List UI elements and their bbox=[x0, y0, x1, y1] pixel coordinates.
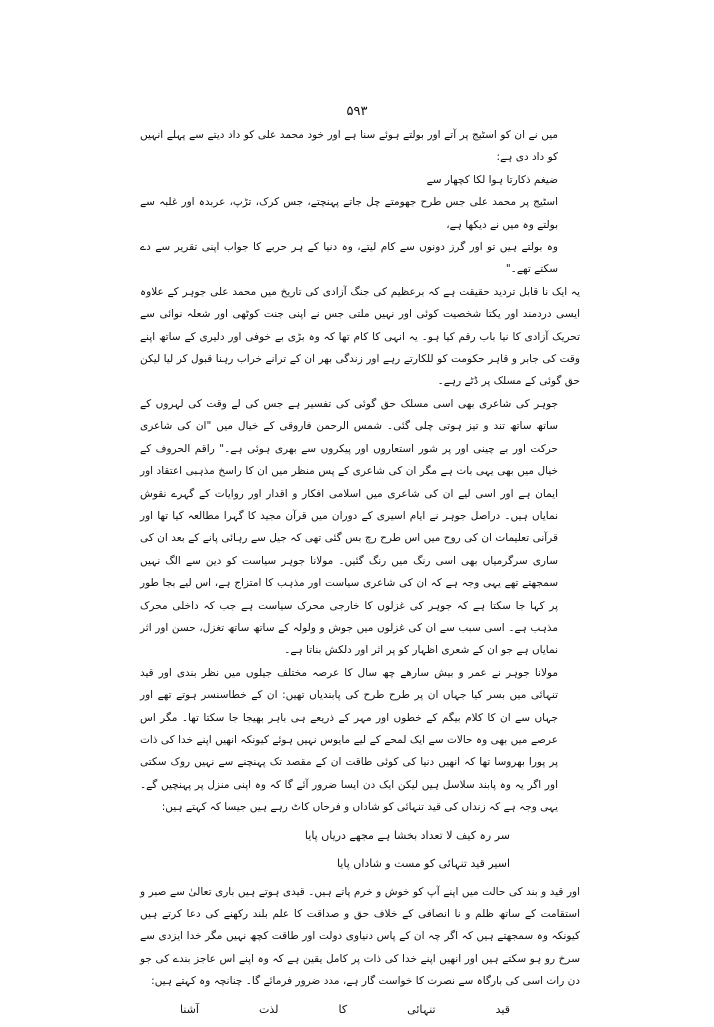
verse-line: اسیر قید تنہائی کو مست و شاداں پایا bbox=[336, 856, 510, 870]
paragraph: جوہر کی شاعری بھی اسی مسلک حق گوئی کی تفسیر ہے جس کی لے وقت کی لہروں کے ساتھ ساتھ تند و تیز ہوتی چلی گئی۔ شمس الرحمن فاروقی کے خیال میں "ان کی شاعری حرکت اور بے چینی اور پر شور استعاروں اور پیکروں سے بھری ہوئی ہے۔" راقم الحروف کے خیال میں بھی یہی بات ہے مگر ان کی شاعری کے پس منظر میں ان کا راسخ مذہبی اعتقاد اور ایمان ہے اور اسی لیے ان کی شاعری میں اسلامی افکار و اقدار اور روایات کے گہرے نقوش نمایاں ہیں۔ دراصل جوہر نے ایام اسیری کے دوران میں قرآن مجید کا گہرا مطالعہ کیا تھا اور قرآنی تعلیمات ان کی روح میں اس طرح رچ بس گئی تھی کہ جیل سے رہائی پانے کے بعد ان کی ساری سرگرمیاں بھی اسی رنگ میں رنگ گئیں۔ مولانا جوہر سیاست کو دین سے الگ نہیں سمجھتے تھے یہی وجہ ہے کہ ان کی شاعری سیاست اور مذہب کا امتزاج ہے، اس لیے بجا طور پر کہا جا سکتا ہے کہ جوہر کی غزلوں کا خارجی محرک سیاست ہے جب کہ داخلی محرک مذہب ہے۔ اسی سبب سے ان کی غزلوں میں جوش و ولولہ کے ساتھ ساتھ تغزل، حسن اور اثر نمایاں ہے جو ان کے شعری اظہار کو پر اثر اور دلکش بناتا ہے۔ bbox=[140, 397, 558, 657]
opening-line-2: ضیغم ذکارتا ہوا لکا کچھار سے bbox=[426, 173, 558, 186]
page-number: ۵۹۳ bbox=[346, 104, 368, 119]
opening-line-1: میں نے ان کو اسٹیج پر آتے اور بولتے ہوئے سنا ہے اور خود محمد علی کو داد دیتے سے پہلے انہیں کو داد دی ہے: bbox=[140, 129, 558, 164]
verse-word: آشنا bbox=[180, 1002, 199, 1016]
opening-line-4: وہ بولتے ہیں تو اور گرز دونوں سے کام لیتے، وہ دنیا کے ہر حربے کا جواب اپنی تقریر سے دے سکتے تھے۔" bbox=[140, 241, 558, 276]
opening-line-3: اسٹیج پر محمد علی جس طرح جھومتے چل جاتے پہنچتے، جس کرک، تڑپ، عربدہ اور غلبہ سے بولتے وہ میں نے دیکھا ہے، bbox=[140, 196, 558, 231]
verse-word: لذت bbox=[259, 1002, 279, 1016]
verse-couplet-2 bbox=[140, 999, 580, 1021]
paragraph: یہ ایک نا قابل تردید حقیقت ہے کہ برعظیم کی جنگ آزادی کی تاریخ میں محمد علی جوہر کے علاوہ ایسی دردمند اور یکتا شخصیت کوئی اور نہیں ملتی جس نے اپنی جنت کوٹھی اور شعلہ نوائی سے تحریک آزادی کا نیا باب رقم کیا ہو۔ یہ انہی کا کام تھا کہ وہ بڑی بے خوفی اور دلیری کے ساتھ اپنے وقت کی جابر و قاہر حکومت کو للکارتے رہے اور زندگی بھر ان کے ترانے خراب رہنا قبول کر لیا لیکن حق گوئی کے مسلک پر ڈٹے رہے۔ bbox=[140, 285, 580, 388]
body-text bbox=[140, 124, 580, 1027]
verse-couplet-1b bbox=[140, 853, 580, 875]
verse-word: تنہائی bbox=[407, 1002, 436, 1016]
verse-word: قید bbox=[495, 1002, 510, 1016]
verse-couplet-1 bbox=[140, 825, 580, 847]
verse-line: سر رہ کیف لا تعداد بخشا ہے مجھے دریاں پایا bbox=[304, 828, 510, 842]
paragraph: اور قید و بند کی حالت میں اپنے آپ کو خوش و خرم پاتے ہیں۔ قیدی ہوتے ہیں باری تعالیٰ سے صبر و استقامت کے ساتھ ظلم و نا انصافی کے خلاف حق و صداقت کا علم بلند رکھنے کی دعا کرتے ہیں کیونکہ وہ سمجھتے ہیں کہ اگر چہ ان کے پاس دنیاوی دولت اور طاقت کچھ نہیں مگر خدا ایزدی سے سرخ رو ہو سکتے ہیں اور انھیں اپنے خدا کی ذات پر کامل یقین ہے کہ وہ اپنے اس عاجز بندے کی جو دن رات اسی کی بارگاہ سے نصرت کا خواست گار ہے، مدد ضرور فرمائے گا۔ چنانچہ وہ کہتے ہیں: bbox=[140, 885, 580, 988]
verse-word: کا bbox=[338, 1002, 348, 1016]
paragraph: مولانا جوہر نے عمر و بیش سارھے چھ سال کا عرصہ مختلف جیلوں میں نظر بندی اور قید تنہائی میں بسر کیا جہاں ان پر طرح طرح کی پابندیاں تھیں: ان کے خطاسنسر ہوتے تھے اور جہاں سے ان کا کلام بیگم کے خطوں اور مہر کے ذریعے ہی باہر بھیجا جا سکتا تھا۔ مگر اس عرصے میں بھی وہ حالات سے ایک لمحے کے لیے مایوس نہیں ہوئے کیونکہ انھیں اپنے خدا کی ذات پر پورا بھروسا تھا کہ انھیں دنیا کی کوئی طاقت ان کے مقصد تک پہنچنے سے نہیں روک سکتی اور اگر یہ وہ پابند سلاسل ہیں لیکن ایک دن ایسا ضرور آئے گا کہ وہ اپنی منزل پر پہنچیں گے۔ یہی وجہ ہے کہ زنداں کی قید تنہائی کو شاداں و فرحاں کاٹ رہے ہیں جیسا کہ کہتے ہیں: bbox=[140, 666, 558, 814]
